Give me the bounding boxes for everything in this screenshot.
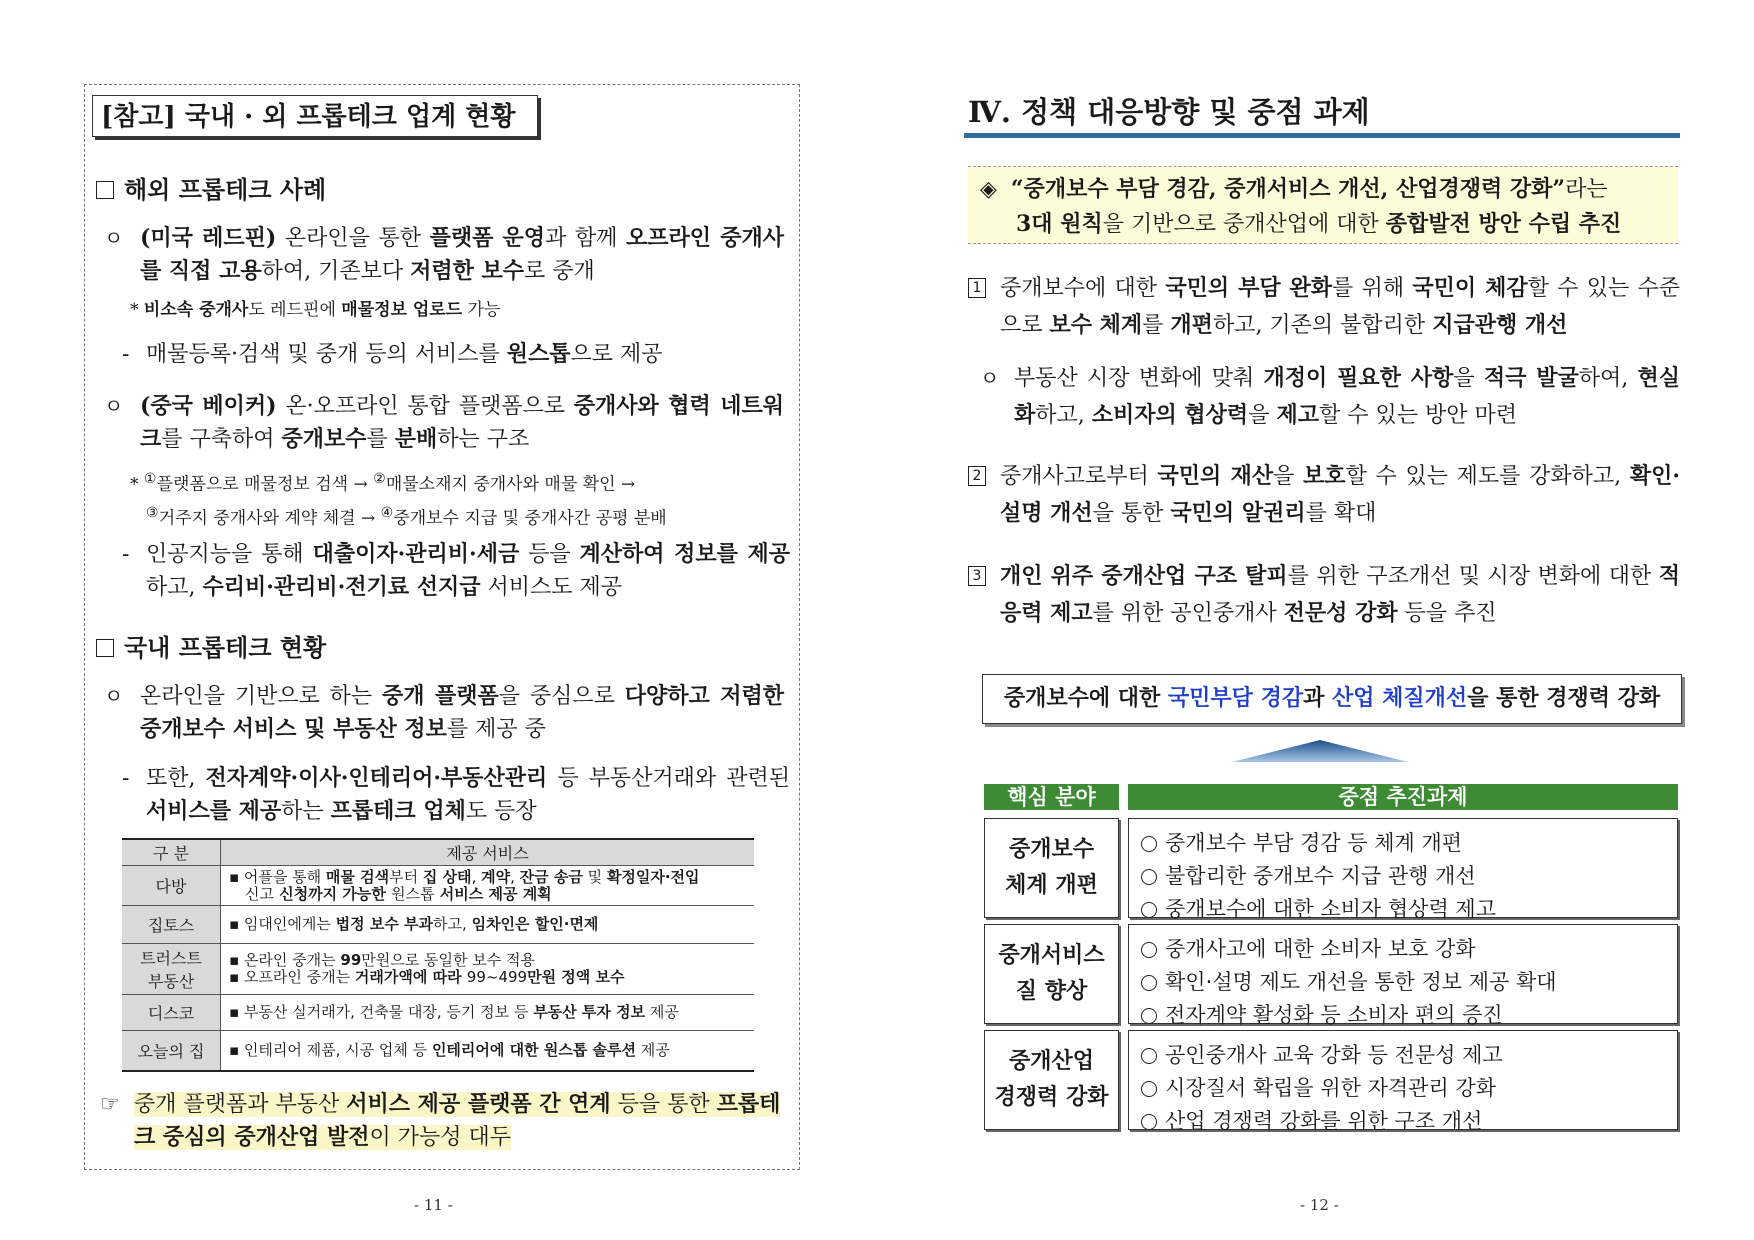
goal-box: 중개보수에 대한 국민부담 경감과 산업 체질개선을 통한 경쟁력 강화: [982, 674, 1682, 724]
task-item: 중개보수 부담 경감 등 체계 개편: [1141, 827, 1677, 860]
task-item: 시장질서 확립을 위한 자격관리 강화: [1141, 1072, 1677, 1105]
circle-bullet-icon: [1141, 942, 1157, 958]
service-provider-name: 오늘의 집: [122, 1031, 221, 1071]
task-item: 불합리한 중개보수 지급 관행 개선: [1141, 860, 1677, 893]
reference-title: [참고] 국내 · 외 프롭테크 업계 현황: [101, 102, 516, 132]
section-title-rule: [964, 133, 1680, 138]
table-row: [122, 866, 754, 906]
task-item: 전자계약 활성화 등 소비자 편의 증진: [1141, 999, 1677, 1032]
policy-item-1: 1 중개보수에 대한 국민의 부담 완화를 위해 국민이 체감할 수 있는 수준으로 보수 체계를 개편하고, 기존의 불합리한 지급관행 개선: [968, 270, 1680, 344]
table-row: [122, 995, 754, 1031]
redfin-dash-item: - 매물등록·검색 및 중개 등의 서비스를 원스톱으로 제공: [122, 341, 663, 367]
task-item: 중개보수에 대한 소비자 협상력 제고: [1141, 893, 1677, 926]
overseas-heading: 해외 프롭테크 사례: [96, 170, 326, 205]
matrix-area-cell: 중개서비스 질 향상: [984, 924, 1119, 1024]
principle-box: ◈ “중개보수 부담 경감, 중개서비스 개선, 산업경쟁력 강화”라는 3대 원칙을 기반으로 중개산업에 대한 종합발전 방안 수립 추진: [968, 166, 1678, 244]
service-provider-name: 다방: [122, 866, 221, 906]
checkbox-square-icon: [96, 181, 114, 199]
table-row: [122, 944, 754, 995]
domestic-dash-item: - 또한, 전자계약·이사·인테리어·부동산관리 등 부동산거래와 관련된 서비스를 제공하는 프롭테크 업체도 등장: [122, 765, 790, 824]
task-item: 확인·설명 제도 개선을 통한 정보 제공 확대: [1141, 966, 1677, 999]
task-item: 산업 경쟁력 강화를 위한 구조 개선: [1141, 1105, 1677, 1138]
proptech-service-table: [122, 838, 754, 1072]
table-row: [122, 1031, 754, 1071]
task-item: 공인중개사 교육 강화 등 전문성 제고: [1141, 1039, 1677, 1072]
table-header-category: 구 분: [122, 839, 221, 866]
circle-bullet-icon: [1141, 975, 1157, 991]
circle-bullet-icon: [1141, 1048, 1157, 1064]
beike-dash-item: - 인공지능을 통해 대출이자·관리비·세금 등을 계산하여 정보를 제공하고, 수리비·관리비·전기료 선지급 서비스도 제공: [122, 541, 790, 600]
up-arrow-icon: [1230, 738, 1410, 768]
service-description: ▪ 임대인에게는 법정 보수 부과하고, 임차인은 할인·면제: [221, 906, 755, 944]
circle-bullet-icon: [1141, 836, 1157, 852]
domestic-item: ㅇ 온라인을 기반으로 하는 중개 플랫폼을 중심으로 다양하고 저렴한 중개보수 서비스 및 부동산 정보를 제공 중: [104, 683, 784, 742]
beike-process-note: * ①플랫폼으로 매물정보 검색 → ②매물소재지 중개사와 매물 확인 → ③거주지 중개사와 계약 체결 → ④중개보수 지급 및 중개사간 공평 분배: [130, 471, 667, 529]
circle-bullet-icon: [1141, 869, 1157, 885]
circle-bullet-icon: [1141, 1008, 1157, 1024]
matrix-header-tasks: 중점 추진과제: [1128, 784, 1678, 810]
table-row: [122, 906, 754, 944]
checkbox-square-icon: [96, 639, 114, 657]
circle-bullet-icon: [1141, 1114, 1157, 1130]
beike-item: ㅇ (중국 베이커) 온·오프라인 통합 플랫폼으로 중개사와 협력 네트워크를 구축하여 중개보수를 분배하는 구조: [104, 393, 784, 452]
page-number-right: - 12 -: [1300, 1196, 1339, 1214]
redfin-item: ㅇ (미국 레드핀) 온라인을 통한 플랫폼 운영과 함께 오프라인 중개사를 직접 고용하여, 기존보다 저렴한 보수로 중개: [104, 225, 784, 284]
circle-bullet-icon: [1141, 902, 1157, 918]
service-description: ▪ 인테리어 제품, 시공 업체 등 인테리어에 대한 원스톱 솔루션 제공: [221, 1031, 755, 1071]
policy-item-3: 3 개인 위주 중개산업 구조 탈피를 위한 구조개선 및 시장 변화에 대한 적응력 제고를 위한 공인중개사 전문성 강화 등을 추진: [968, 558, 1680, 632]
table-header-row: [122, 839, 754, 866]
conclusion-note: ☞ 중개 플랫폼과 부동산 서비스 제공 플랫폼 간 연계 등을 통한 프롭테크 중심의 중개산업 발전이 가능성 대두: [100, 1091, 781, 1150]
policy-item-1-sub: ㅇ 부동산 시장 변화에 맞춰 개정이 필요한 사항을 적극 발굴하여, 현실화하고, 소비자의 협상력을 제고할 수 있는 방안 마련: [980, 365, 1680, 428]
matrix-area-cell: 중개보수 체계 개편: [984, 818, 1119, 918]
matrix-area-cell: 중개산업 경쟁력 강화: [984, 1030, 1119, 1130]
service-provider-name: 집토스: [122, 906, 221, 944]
matrix-task-cell: [1128, 1030, 1678, 1133]
page-number-left: - 11 -: [414, 1196, 453, 1214]
domestic-heading: 국내 프롭테크 현황: [96, 628, 326, 663]
matrix-task-cell: [1128, 818, 1678, 921]
service-provider-name: 트러스트 부동산: [122, 944, 221, 995]
service-description: ▪ 부동산 실거래가, 건축물 대장, 등기 정보 등 부동산 투자 정보 제공: [221, 995, 755, 1031]
reference-title-box: [92, 95, 538, 137]
matrix-task-cell: [1128, 924, 1678, 1027]
service-description: ▪ 온라인 중개는 99만원으로 동일한 보수 적용 ▪ 오프라인 중개는 거래가액에 따라 99~499만원 정액 보수: [221, 944, 755, 995]
service-description: ▪ 어플을 통해 매물 검색부터 집 상태, 계약, 잔금 송금 및 확정일자·전입 신고 신청까지 가능한 원스톱 서비스 제공 계획: [221, 866, 755, 906]
circle-bullet-icon: [1141, 1081, 1157, 1097]
redfin-note: * 비소속 중개사도 레드핀에 매물정보 업로드 가능: [130, 300, 501, 320]
matrix-header-area: 핵심 분야: [984, 784, 1119, 810]
task-item: 중개사고에 대한 소비자 보호 강화: [1141, 933, 1677, 966]
policy-item-2: 2 중개사고로부터 국민의 재산을 보호할 수 있는 제도를 강화하고, 확인·설명 개선을 통한 국민의 알권리를 확대: [968, 458, 1680, 532]
service-provider-name: 디스코: [122, 995, 221, 1031]
table-header-service: 제공 서비스: [221, 839, 755, 866]
section-title: Ⅳ. 정책 대응방향 및 중점 과제: [968, 95, 1370, 129]
